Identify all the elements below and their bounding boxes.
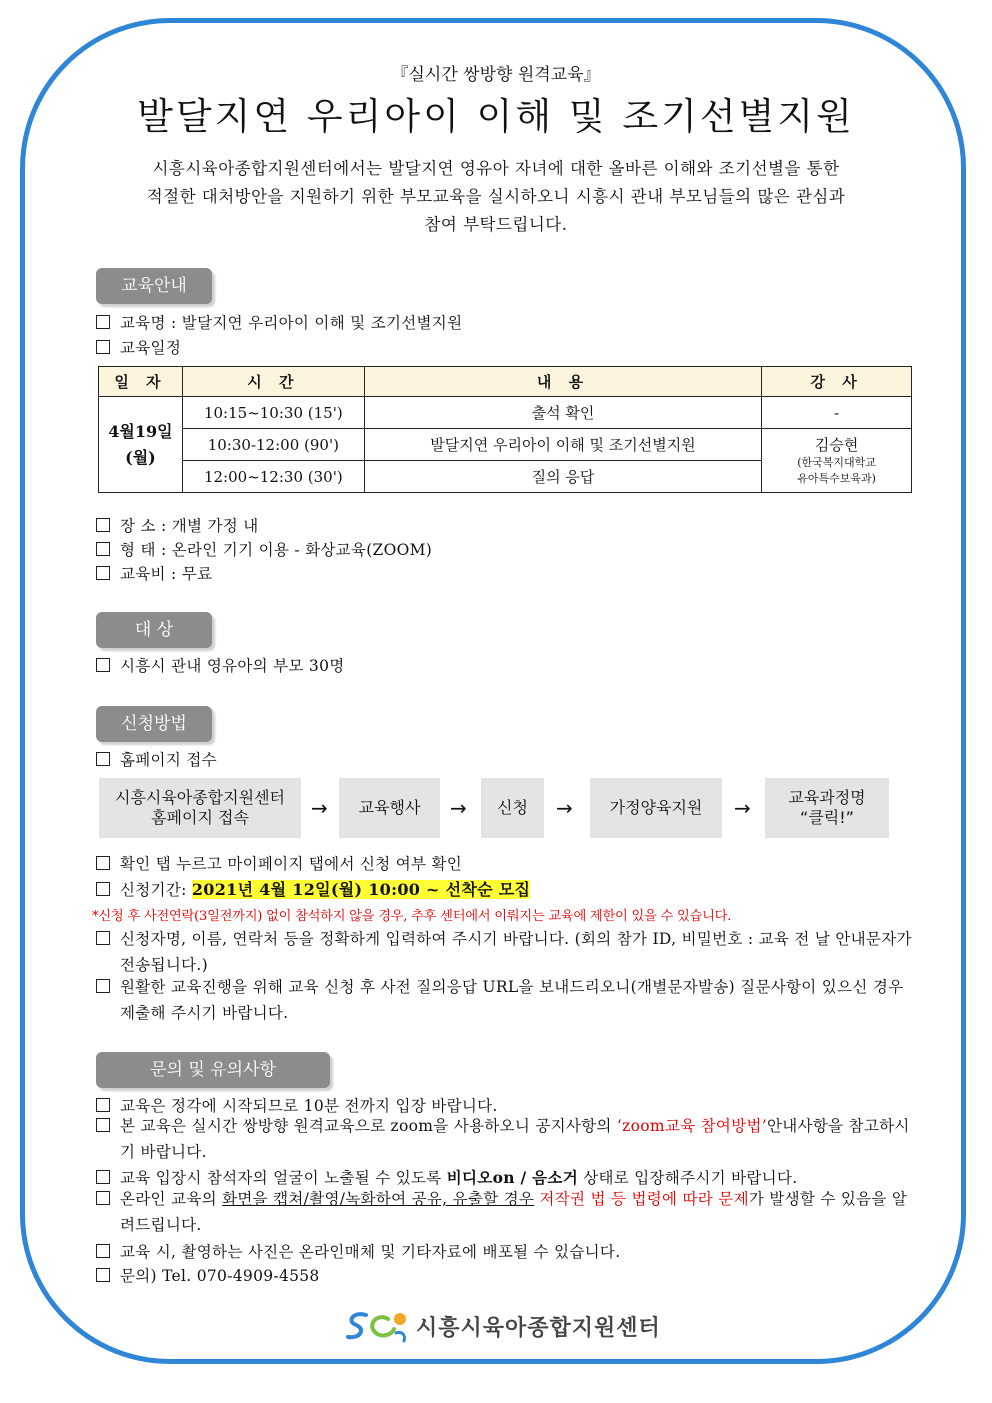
day-text: (월) [125, 447, 156, 467]
org-logo-icon [344, 1309, 410, 1343]
time-cell: 12:00~12:30 (30') [182, 461, 364, 493]
checkbox-icon [96, 518, 110, 532]
target-text: 시흥시 관내 영유아의 부모 30명 [120, 657, 345, 675]
fee-text: 교육비 : 무료 [120, 565, 213, 583]
flow-step-label: 교육과정명 [788, 788, 866, 807]
intro-line: 적절한 대처방안을 지원하기 위한 부모교육을 실시하오니 시흥시 관내 부모님들의 많은 관심과 [146, 187, 846, 206]
col-header-content: 내 용 [364, 367, 761, 397]
checkbox-icon [96, 1244, 110, 1258]
flow-step-course-click [765, 778, 889, 838]
date-text: 4월19일 [108, 421, 173, 441]
page-title: 발달지연 우리아이 이해 및 조기선별지원 [137, 95, 855, 138]
checkbox-icon [96, 1191, 110, 1205]
content-cell: 발달지연 우리아이 이해 및 조기선별지원 [364, 429, 761, 461]
place-text: 장 소 : 개별 가정 내 [120, 517, 259, 535]
note-text: 신청자명, 이름, 연락처 등을 정확하게 입력하여 주시기 바랍니다. (회의 참가 ID, 비밀번호 : 교육 전 날 안내문자가 전송됩니다.) [120, 930, 912, 974]
org-logo [344, 1308, 661, 1344]
format-item [96, 538, 432, 560]
table-row [99, 429, 912, 461]
edu-name: 교육명 : 발달지연 우리아이 이해 및 조기선별지원 [120, 314, 463, 332]
date-cell [99, 397, 183, 493]
table-row [99, 397, 912, 429]
flow-step-label: 홈페이지 접속 [151, 808, 249, 827]
checkbox-icon [96, 856, 110, 870]
col-header-instructor: 강 사 [762, 367, 912, 397]
inquiry-item [96, 1166, 797, 1188]
check-item [96, 852, 462, 874]
instructor-name: 김승현 [814, 436, 859, 454]
video-mute-emphasis: 비디오on / 음소거 [446, 1168, 578, 1187]
inquiry-item [96, 1240, 620, 1262]
section-header-edu: 교육안내 [96, 268, 212, 304]
intro-paragraph [80, 155, 912, 239]
capture-warning: 화면을 캡쳐/촬영/녹화하여 공유, 유출할 경우 [222, 1190, 535, 1208]
note-text: 원활한 교육진행을 위해 교육 신청 후 사전 질의응답 URL을 보내드리오니(개별문자발송) 질문사항이 있으신 경우 제출해 주시기 바랍니다. [120, 978, 904, 1022]
edu-schedule-label: 교육일정 [120, 339, 182, 357]
arrow-right-icon: → [450, 796, 467, 820]
homepage-item [96, 748, 217, 770]
warning-text: *신청 후 사전연락(3일전까지) 없이 참석하지 않을 경우, 추후 센터에서 이뤄지는 교육에 제한이 있을 수 있습니다. [92, 909, 732, 924]
edu-name-item [96, 311, 462, 333]
intro-line: 참여 부탁드립니다. [424, 215, 568, 234]
checkbox-icon [96, 931, 110, 945]
inquiry-text: 안내사항을 참고하시기 바랍니다. [120, 1117, 910, 1161]
format-text: 형 태 : 온라인 기기 이용 - 화상교육(ZOOM) [120, 541, 433, 559]
arrow-right-icon: → [556, 796, 573, 820]
flow-step-homepage [99, 778, 301, 838]
org-name: 시흥시육아종합지원센터 [416, 1315, 661, 1341]
checkbox-icon [96, 1098, 110, 1112]
instructor-cell [762, 429, 912, 493]
checkbox-icon [96, 1170, 110, 1184]
checkbox-icon [96, 979, 110, 993]
fee-item [96, 562, 212, 584]
checkbox-icon [96, 882, 110, 896]
schedule-table [98, 366, 912, 493]
checkbox-icon [96, 1118, 110, 1132]
inquiry-text: 본 교육은 실시간 쌍방향 원격교육으로 zoom을 사용하오니 공지사항의 [120, 1117, 617, 1135]
checkbox-icon [96, 566, 110, 580]
flow-step-apply: 신청 [481, 778, 544, 838]
arrow-right-icon: → [311, 796, 328, 820]
arrow-right-icon: → [734, 796, 751, 820]
checkbox-icon [96, 542, 110, 556]
checkbox-icon [96, 658, 110, 672]
inquiry-item [96, 1113, 920, 1165]
checkbox-icon [96, 1268, 110, 1282]
contact-text: 문의) Tel. 070-4909-4558 [120, 1267, 320, 1285]
content-cell: 출석 확인 [364, 397, 761, 429]
inquiry-text: 온라인 교육의 [120, 1190, 223, 1208]
period-value: 2021년 4월 12일(월) 10:00 ~ 선착순 모집 [191, 880, 531, 899]
inquiry-item [96, 1186, 920, 1238]
homepage-text: 홈페이지 접수 [120, 751, 217, 769]
note-item [96, 926, 920, 978]
copyright-warning: 저작권 법 등 법령에 따라 문제 [534, 1190, 749, 1208]
flow-step-edu-event: 교육행사 [339, 778, 440, 838]
flow-step-label: “클릭!” [800, 808, 854, 827]
time-cell: 10:30-12:00 (90') [182, 429, 364, 461]
time-cell: 10:15~10:30 (15') [182, 397, 364, 429]
place-item [96, 514, 259, 536]
instructor-affiliation: (한국복지대학교 [797, 456, 876, 469]
check-text: 확인 탭 누르고 마이페이지 탭에서 신청 여부 확인 [120, 855, 463, 873]
inquiry-text: 교육 입장시 참석자의 얼굴이 노출될 수 있도록 [120, 1169, 447, 1187]
inquiry-text: 가 발생할 수 있음을 알려드립니다. [120, 1190, 908, 1234]
period-label: 신청기간: [120, 881, 192, 899]
note-item [96, 974, 920, 1026]
inquiry-text: 교육은 정각에 시작되므로 10분 전까지 입장 바랍니다. [120, 1097, 498, 1115]
instructor-cell: - [762, 397, 912, 429]
target-item [96, 654, 345, 676]
inquiry-text: 교육 시, 촬영하는 사진은 온라인매체 및 기타자료에 배포될 수 있습니다. [120, 1243, 621, 1261]
page-subtitle: 『실시간 쌍방향 원격교육』 [391, 65, 601, 85]
contact-item [96, 1264, 320, 1286]
flow-step-home-parenting: 가정양육지원 [590, 778, 722, 838]
section-header-target: 대 상 [96, 612, 212, 648]
inquiry-text: 상태로 입장해주시기 바랍니다. [577, 1169, 798, 1187]
checkbox-icon [96, 752, 110, 766]
content-cell: 질의 응답 [364, 461, 761, 493]
checkbox-icon [96, 315, 110, 329]
section-header-apply: 신청방법 [96, 706, 212, 742]
edu-schedule-item [96, 336, 181, 358]
col-header-time: 시 간 [182, 367, 364, 397]
intro-line: 시흥시육아종합지원센터에서는 발달지연 영유아 자녀에 대한 올바른 이해와 조기선별을 통한 [152, 159, 840, 178]
checkbox-icon [96, 340, 110, 354]
instructor-affiliation: 유아특수보육과) [797, 472, 876, 485]
table-header-row [99, 367, 912, 397]
flow-step-label: 시흥시육아종합지원센터 [114, 788, 286, 807]
col-header-date: 일 자 [99, 367, 183, 397]
section-header-inquiry: 문의 및 유의사항 [96, 1052, 330, 1088]
zoom-guide-ref: ‘zoom교육 참여방법’ [616, 1117, 767, 1135]
period-item [96, 877, 530, 900]
